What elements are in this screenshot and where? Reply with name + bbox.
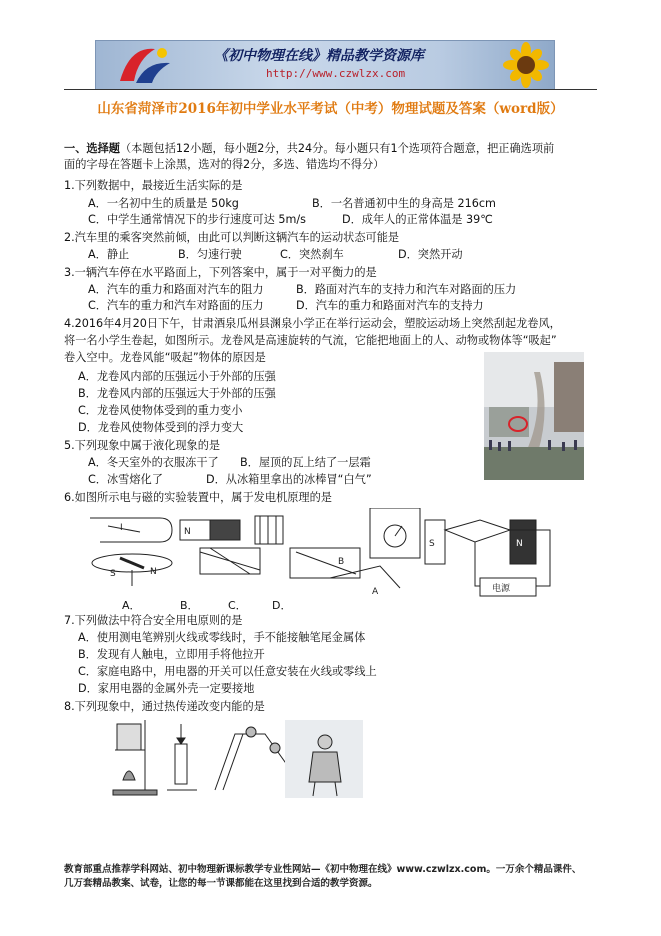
q6-label-d: D． [272,599,292,612]
q5-option-b: B．屋顶的瓦上结了一层霜 [240,456,371,469]
header-rule [64,89,597,90]
q3-stem: 3.一辆汽车停在水平路面上，下列答案中，属于一对平衡力的是 [64,266,377,279]
q7-option-b: B．发现有人触电，立即用手将他拉开 [78,648,265,661]
banner-title: 《初中物理在线》精品教学资源库 [214,48,424,64]
footer-line1: 教育部重点推荐学科网站、初中物理新课标教学专业性网站—《初中物理在线》www.czwlzx.com。一万余个精品课件、 [64,864,582,875]
q4-stem-line2: 将一名小学生卷起，如图所示。龙卷风是高速旋转的气流，它能把地面上的人、动物或物体等“吸起” [64,334,557,347]
footer-line2: 几万套精品教案、试卷，让您的每一节课都能在这里找到合适的教学资源。 [64,878,378,889]
q4-option-c: C．龙卷风使物体受到的重力变小 [78,404,243,417]
q5-option-d: D．从冰箱里拿出的冰棒冒“白气” [206,473,372,486]
svg-text:S: S [110,569,116,579]
q7-option-c: C．家庭电路中，用电器的开关可以任意安装在火线或零线上 [78,665,377,678]
q6-experiment-figures [80,508,560,600]
q5-option-a: A．冬天室外的衣服冻干了 [88,456,219,469]
q8-figures [105,718,365,800]
svg-text:N: N [516,539,523,549]
q6-label-a: A． [122,599,141,612]
svg-text:I: I [120,523,123,533]
q1-stem: 1.下列数据中，最接近生活实际的是 [64,179,243,192]
sunflower-icon [486,41,555,89]
section-heading: 一、选择题 [64,142,120,155]
svg-text:N: N [184,527,191,537]
q5-stem: 5.下列现象中属于液化现象的是 [64,439,221,452]
tornado-photo [484,352,584,480]
page-footer [64,863,604,891]
section-intro-line1 [64,141,554,156]
q7-stem: 7.下列做法中符合安全用电原则的是 [64,614,243,627]
banner-url[interactable]: http://www.czwlzx.com [266,67,406,80]
q1-option-d: D．成年人的正常体温是 39℃ [342,213,493,226]
svg-text:A: A [372,587,379,597]
q4-option-a: A．龙卷风内部的压强远小于外部的压强 [78,370,276,383]
q3-option-d: D．汽车的重力和路面对汽车的支持力 [296,299,484,312]
q5-option-c: C．冰雪熔化了 [88,473,163,486]
section-intro-line2: 面的字母在答题卡上涂黑，选对的得2分，多选、错选均不得分） [64,158,385,171]
svg-text:S: S [429,539,435,549]
q3-option-b: B．路面对汽车的支持力和汽车对路面的压力 [296,283,517,296]
q1-option-b: B．一名普通初中生的身高是 216cm [312,197,496,210]
q6-label-c: C． [228,599,247,612]
q1-option-c: C．中学生通常情况下的步行速度可达 5m/s [88,213,306,226]
q3-option-c: C．汽车的重力和汽车对路面的压力 [88,299,264,312]
q2-stem: 2.汽车里的乘客突然前倾，由此可以判断这辆汽车的运动状态可能是 [64,231,400,244]
header-banner [95,40,555,90]
q2-option-b: B．匀速行驶 [178,248,242,261]
q4-option-d: D．龙卷风使物体受到的浮力变大 [78,421,244,434]
q3-option-a: A．汽车的重力和路面对汽车的阻力 [88,283,264,296]
q4-stem-line1: 4.2016年4月20日下午，甘肃酒泉瓜州县渊泉小学正在举行运动会，塑胶运动场上突然刮起龙卷风， [64,317,561,330]
svg-text:N: N [150,567,157,577]
q7-option-a: A．使用测电笔辨别火线或零线时，手不能接触笔尾金属体 [78,631,366,644]
document-title: 山东省菏泽市2016年初中学业水平考试（中考）物理试题及答案（word版） [97,101,564,117]
q4-option-b: B．龙卷风内部的压强远大于外部的压强 [78,387,276,400]
q6-stem: 6.如图所示电与磁的实验装置中，属于发电机原理的是 [64,491,332,504]
q6-label-b: B． [180,599,199,612]
q6-power-label: 电源 [492,584,511,594]
q7-option-d: D．家用电器的金属外壳一定要接地 [78,682,255,695]
site-logo-icon [100,41,200,89]
q2-option-a: A．静止 [88,248,130,261]
q8-stem: 8.下列现象中，通过热传递改变内能的是 [64,700,265,713]
section-intro-text: （本题包括12小题，每小题2分，共24分。每小题只有1个选项符合题意，把正确选项前 [119,142,555,155]
q2-option-c: C．突然刹车 [280,248,344,261]
q4-stem-line3: 卷入空中。龙卷风能“吸起”物体的原因是 [64,351,266,364]
q2-option-d: D．突然开动 [398,248,463,261]
q1-option-a: A．一名初中生的质量是 50kg [88,197,239,210]
svg-text:B: B [338,557,345,567]
